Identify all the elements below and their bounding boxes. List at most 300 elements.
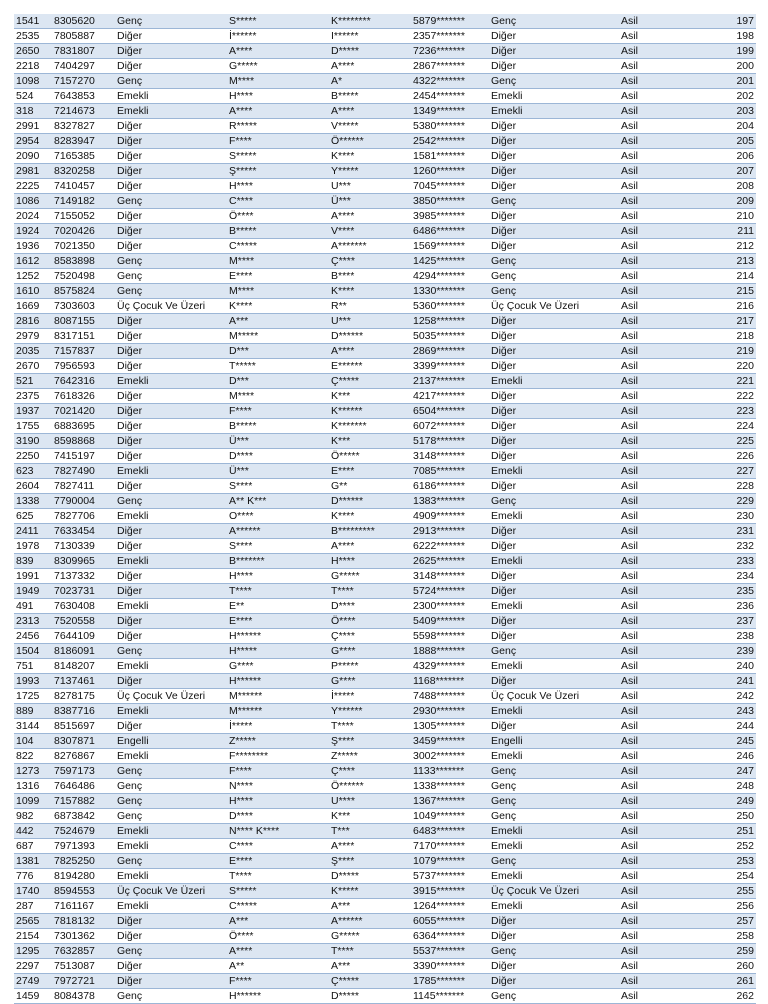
entry-no-cell: 1099 (14, 794, 52, 809)
first-name-cell: G***** (227, 59, 329, 74)
application-no-cell: 7157882 (52, 794, 115, 809)
last-name-cell: D****** (329, 494, 411, 509)
status-cell: Asil (619, 164, 679, 179)
first-name-cell: C**** (227, 839, 329, 854)
table-row (14, 869, 756, 884)
entry-no-cell: 1978 (14, 539, 52, 554)
quota-group-cell: Diğer (489, 329, 619, 344)
order-no-cell: 220 (679, 359, 756, 374)
last-name-cell: D**** (329, 599, 411, 614)
first-name-cell: S**** (227, 479, 329, 494)
first-name-cell: F**** (227, 404, 329, 419)
entry-no-cell: 2456 (14, 629, 52, 644)
quota-group-cell: Diğer (489, 389, 619, 404)
category-cell: Emekli (115, 599, 227, 614)
status-cell: Asil (619, 644, 679, 659)
status-cell: Asil (619, 359, 679, 374)
entry-no-cell: 1755 (14, 419, 52, 434)
quota-group-cell: Diğer (489, 179, 619, 194)
category-cell: Diğer (115, 719, 227, 734)
application-no-cell: 7630408 (52, 599, 115, 614)
first-name-cell: M****** (227, 704, 329, 719)
quota-group-cell: Üç Çocuk Ve Üzeri (489, 299, 619, 314)
application-no-cell: 8276867 (52, 749, 115, 764)
last-name-cell: Ç***** (329, 974, 411, 989)
last-name-cell: D****** (329, 329, 411, 344)
entry-no-cell: 2218 (14, 59, 52, 74)
category-cell: Diğer (115, 389, 227, 404)
first-name-cell: Ö**** (227, 929, 329, 944)
application-no-cell: 8186091 (52, 644, 115, 659)
status-cell: Asil (619, 269, 679, 284)
quota-group-cell: Diğer (489, 914, 619, 929)
id-number-cell: 6504******* (411, 404, 489, 419)
id-number-cell: 7170******* (411, 839, 489, 854)
table-body (14, 14, 756, 1004)
id-number-cell: 6364******* (411, 929, 489, 944)
last-name-cell: A*** (329, 959, 411, 974)
table-row (14, 659, 756, 674)
last-name-cell: Ö****** (329, 779, 411, 794)
order-no-cell: 239 (679, 644, 756, 659)
table-row (14, 179, 756, 194)
first-name-cell: M****** (227, 689, 329, 704)
order-no-cell: 229 (679, 494, 756, 509)
status-cell: Asil (619, 989, 679, 1004)
last-name-cell: D***** (329, 869, 411, 884)
category-cell: Diğer (115, 479, 227, 494)
status-cell: Asil (619, 14, 679, 29)
last-name-cell: K*** (329, 434, 411, 449)
first-name-cell: H****** (227, 674, 329, 689)
entry-no-cell: 2154 (14, 929, 52, 944)
order-no-cell: 213 (679, 254, 756, 269)
order-no-cell: 245 (679, 734, 756, 749)
first-name-cell: H**** (227, 179, 329, 194)
id-number-cell: 1330******* (411, 284, 489, 299)
status-cell: Asil (619, 314, 679, 329)
order-no-cell: 241 (679, 674, 756, 689)
status-cell: Asil (619, 329, 679, 344)
status-cell: Asil (619, 344, 679, 359)
id-number-cell: 2913******* (411, 524, 489, 539)
order-no-cell: 249 (679, 794, 756, 809)
application-no-cell: 7137461 (52, 674, 115, 689)
order-no-cell: 212 (679, 239, 756, 254)
id-number-cell: 5360******* (411, 299, 489, 314)
first-name-cell: A****** (227, 524, 329, 539)
entry-no-cell: 287 (14, 899, 52, 914)
quota-group-cell: Diğer (489, 44, 619, 59)
category-cell: Genç (115, 14, 227, 29)
application-no-cell: 7632857 (52, 944, 115, 959)
last-name-cell: A**** (329, 59, 411, 74)
category-cell: Üç Çocuk Ve Üzeri (115, 884, 227, 899)
id-number-cell: 2625******* (411, 554, 489, 569)
table-row (14, 404, 756, 419)
id-number-cell: 5598******* (411, 629, 489, 644)
order-no-cell: 235 (679, 584, 756, 599)
id-number-cell: 1079******* (411, 854, 489, 869)
category-cell: Diğer (115, 914, 227, 929)
entry-no-cell: 2250 (14, 449, 52, 464)
entry-no-cell: 2411 (14, 524, 52, 539)
entry-no-cell: 776 (14, 869, 52, 884)
last-name-cell: İ***** (329, 689, 411, 704)
status-cell: Asil (619, 689, 679, 704)
order-no-cell: 256 (679, 899, 756, 914)
first-name-cell: D*** (227, 374, 329, 389)
table-row (14, 719, 756, 734)
entry-no-cell: 2816 (14, 314, 52, 329)
application-no-cell: 7597173 (52, 764, 115, 779)
order-no-cell: 210 (679, 209, 756, 224)
application-no-cell: 7646486 (52, 779, 115, 794)
category-cell: Engelli (115, 734, 227, 749)
table-row (14, 59, 756, 74)
table-row (14, 674, 756, 689)
category-cell: Genç (115, 764, 227, 779)
quota-group-cell: Diğer (489, 59, 619, 74)
first-name-cell: E**** (227, 854, 329, 869)
category-cell: Diğer (115, 539, 227, 554)
quota-group-cell: Diğer (489, 539, 619, 554)
order-no-cell: 225 (679, 434, 756, 449)
order-no-cell: 211 (679, 224, 756, 239)
first-name-cell: D**** (227, 809, 329, 824)
order-no-cell: 214 (679, 269, 756, 284)
category-cell: Üç Çocuk Ve Üzeri (115, 689, 227, 704)
first-name-cell: Ü*** (227, 464, 329, 479)
quota-group-cell: Diğer (489, 119, 619, 134)
id-number-cell: 1133******* (411, 764, 489, 779)
category-cell: Diğer (115, 629, 227, 644)
category-cell: Diğer (115, 359, 227, 374)
status-cell: Asil (619, 134, 679, 149)
order-no-cell: 209 (679, 194, 756, 209)
table-row (14, 929, 756, 944)
first-name-cell: D*** (227, 344, 329, 359)
first-name-cell: E**** (227, 269, 329, 284)
category-cell: Emekli (115, 374, 227, 389)
last-name-cell: Ç***** (329, 374, 411, 389)
quota-group-cell: Genç (489, 989, 619, 1004)
entry-no-cell: 2749 (14, 974, 52, 989)
table-row (14, 689, 756, 704)
status-cell: Asil (619, 794, 679, 809)
entry-no-cell: 1098 (14, 74, 52, 89)
table-row (14, 269, 756, 284)
last-name-cell: R** (329, 299, 411, 314)
id-number-cell: 5409******* (411, 614, 489, 629)
category-cell: Emekli (115, 839, 227, 854)
entry-no-cell: 2604 (14, 479, 52, 494)
first-name-cell: A**** (227, 104, 329, 119)
first-name-cell: A**** (227, 44, 329, 59)
first-name-cell: A** (227, 959, 329, 974)
quota-group-cell: Genç (489, 854, 619, 869)
table-row (14, 959, 756, 974)
first-name-cell: H***** (227, 644, 329, 659)
application-no-cell: 7214673 (52, 104, 115, 119)
id-number-cell: 4294******* (411, 269, 489, 284)
quota-group-cell: Emekli (489, 89, 619, 104)
application-no-cell: 8598868 (52, 434, 115, 449)
order-no-cell: 242 (679, 689, 756, 704)
entry-no-cell: 104 (14, 734, 52, 749)
quota-group-cell: Diğer (489, 434, 619, 449)
application-no-cell: 7790004 (52, 494, 115, 509)
category-cell: Genç (115, 794, 227, 809)
table-row (14, 299, 756, 314)
category-cell: Diğer (115, 329, 227, 344)
first-name-cell: A*** (227, 314, 329, 329)
last-name-cell: A* (329, 74, 411, 89)
order-no-cell: 236 (679, 599, 756, 614)
quota-group-cell: Diğer (489, 209, 619, 224)
entry-no-cell: 2035 (14, 344, 52, 359)
category-cell: Diğer (115, 974, 227, 989)
last-name-cell: D***** (329, 44, 411, 59)
quota-group-cell: Diğer (489, 239, 619, 254)
category-cell: Diğer (115, 614, 227, 629)
quota-group-cell: Diğer (489, 344, 619, 359)
id-number-cell: 7045******* (411, 179, 489, 194)
entry-no-cell: 1338 (14, 494, 52, 509)
status-cell: Asil (619, 659, 679, 674)
entry-no-cell: 625 (14, 509, 52, 524)
status-cell: Asil (619, 929, 679, 944)
entry-no-cell: 2313 (14, 614, 52, 629)
table-row (14, 164, 756, 179)
category-cell: Diğer (115, 44, 227, 59)
application-no-cell: 8278175 (52, 689, 115, 704)
first-name-cell: H****** (227, 989, 329, 1004)
first-name-cell: S**** (227, 539, 329, 554)
table-row (14, 974, 756, 989)
category-cell: Emekli (115, 104, 227, 119)
quota-group-cell: Genç (489, 269, 619, 284)
first-name-cell: M**** (227, 389, 329, 404)
quota-group-cell: Diğer (489, 614, 619, 629)
table-row (14, 779, 756, 794)
first-name-cell: M**** (227, 74, 329, 89)
last-name-cell: A*** (329, 899, 411, 914)
order-no-cell: 259 (679, 944, 756, 959)
entry-no-cell: 2991 (14, 119, 52, 134)
quota-group-cell: Diğer (489, 479, 619, 494)
status-cell: Asil (619, 449, 679, 464)
status-cell: Asil (619, 914, 679, 929)
category-cell: Genç (115, 254, 227, 269)
id-number-cell: 6055******* (411, 914, 489, 929)
id-number-cell: 6186******* (411, 479, 489, 494)
last-name-cell: Z***** (329, 749, 411, 764)
table-row (14, 839, 756, 854)
id-number-cell: 3459******* (411, 734, 489, 749)
application-no-cell: 8194280 (52, 869, 115, 884)
entry-no-cell: 1086 (14, 194, 52, 209)
status-cell: Asil (619, 479, 679, 494)
status-cell: Asil (619, 809, 679, 824)
status-cell: Asil (619, 404, 679, 419)
status-cell: Asil (619, 569, 679, 584)
category-cell: Genç (115, 809, 227, 824)
order-no-cell: 255 (679, 884, 756, 899)
table-row (14, 704, 756, 719)
status-cell: Asil (619, 284, 679, 299)
id-number-cell: 1425******* (411, 254, 489, 269)
table-row (14, 629, 756, 644)
last-name-cell: T*** (329, 824, 411, 839)
quota-group-cell: Emekli (489, 464, 619, 479)
first-name-cell: F**** (227, 974, 329, 989)
last-name-cell: Ş**** (329, 734, 411, 749)
id-number-cell: 7488******* (411, 689, 489, 704)
last-name-cell: G***** (329, 929, 411, 944)
entry-no-cell: 1669 (14, 299, 52, 314)
status-cell: Asil (619, 434, 679, 449)
quota-group-cell: Diğer (489, 134, 619, 149)
application-no-cell: 7155052 (52, 209, 115, 224)
application-no-cell: 6883695 (52, 419, 115, 434)
application-no-cell: 7618326 (52, 389, 115, 404)
last-name-cell: G** (329, 479, 411, 494)
last-name-cell: K**** (329, 284, 411, 299)
table-row (14, 239, 756, 254)
order-no-cell: 243 (679, 704, 756, 719)
status-cell: Asil (619, 179, 679, 194)
application-no-cell: 8320258 (52, 164, 115, 179)
id-number-cell: 4217******* (411, 389, 489, 404)
quota-group-cell: Genç (489, 494, 619, 509)
entry-no-cell: 2979 (14, 329, 52, 344)
table-row (14, 944, 756, 959)
first-name-cell: K**** (227, 299, 329, 314)
order-no-cell: 226 (679, 449, 756, 464)
entry-no-cell: 1924 (14, 224, 52, 239)
order-no-cell: 201 (679, 74, 756, 89)
entry-no-cell: 1936 (14, 239, 52, 254)
order-no-cell: 207 (679, 164, 756, 179)
application-no-cell: 7165385 (52, 149, 115, 164)
last-name-cell: E**** (329, 464, 411, 479)
order-no-cell: 244 (679, 719, 756, 734)
last-name-cell: A******* (329, 239, 411, 254)
first-name-cell: İ***** (227, 719, 329, 734)
status-cell: Asil (619, 509, 679, 524)
category-cell: Diğer (115, 209, 227, 224)
application-no-cell: 8583898 (52, 254, 115, 269)
quota-group-cell: Diğer (489, 584, 619, 599)
last-name-cell: G**** (329, 644, 411, 659)
id-number-cell: 4322******* (411, 74, 489, 89)
last-name-cell: A**** (329, 344, 411, 359)
category-cell: Diğer (115, 134, 227, 149)
entry-no-cell: 1610 (14, 284, 52, 299)
last-name-cell: T**** (329, 584, 411, 599)
first-name-cell: M**** (227, 284, 329, 299)
table-row (14, 149, 756, 164)
entry-no-cell: 2954 (14, 134, 52, 149)
order-no-cell: 234 (679, 569, 756, 584)
category-cell: Diğer (115, 434, 227, 449)
application-no-cell: 8515697 (52, 719, 115, 734)
table-row (14, 569, 756, 584)
order-no-cell: 253 (679, 854, 756, 869)
id-number-cell: 2542******* (411, 134, 489, 149)
category-cell: Genç (115, 74, 227, 89)
first-name-cell: S***** (227, 149, 329, 164)
order-no-cell: 250 (679, 809, 756, 824)
last-name-cell: D***** (329, 989, 411, 1004)
quota-group-cell: Diğer (489, 29, 619, 44)
id-number-cell: 3148******* (411, 569, 489, 584)
last-name-cell: B**** (329, 269, 411, 284)
first-name-cell: Ü*** (227, 434, 329, 449)
order-no-cell: 221 (679, 374, 756, 389)
quota-group-cell: Emekli (489, 374, 619, 389)
first-name-cell: F**** (227, 134, 329, 149)
table-row (14, 599, 756, 614)
quota-group-cell: Genç (489, 14, 619, 29)
status-cell: Asil (619, 614, 679, 629)
id-number-cell: 5380******* (411, 119, 489, 134)
order-no-cell: 202 (679, 89, 756, 104)
last-name-cell: Ö***** (329, 449, 411, 464)
status-cell: Asil (619, 239, 679, 254)
id-number-cell: 1888******* (411, 644, 489, 659)
id-number-cell: 3399******* (411, 359, 489, 374)
application-no-cell: 7956593 (52, 359, 115, 374)
last-name-cell: V**** (329, 224, 411, 239)
application-no-cell: 7157270 (52, 74, 115, 89)
entry-no-cell: 2535 (14, 29, 52, 44)
first-name-cell: O**** (227, 509, 329, 524)
category-cell: Diğer (115, 929, 227, 944)
first-name-cell: B***** (227, 224, 329, 239)
last-name-cell: A**** (329, 539, 411, 554)
status-cell: Asil (619, 374, 679, 389)
table-row (14, 809, 756, 824)
quota-group-cell: Emekli (489, 104, 619, 119)
status-cell: Asil (619, 419, 679, 434)
id-number-cell: 6486******* (411, 224, 489, 239)
order-no-cell: 199 (679, 44, 756, 59)
application-no-cell: 7520558 (52, 614, 115, 629)
order-no-cell: 232 (679, 539, 756, 554)
table-row (14, 254, 756, 269)
id-number-cell: 1581******* (411, 149, 489, 164)
quota-group-cell: Diğer (489, 719, 619, 734)
id-number-cell: 3915******* (411, 884, 489, 899)
id-number-cell: 5035******* (411, 329, 489, 344)
entry-no-cell: 318 (14, 104, 52, 119)
application-no-cell: 7642316 (52, 374, 115, 389)
quota-group-cell: Genç (489, 284, 619, 299)
last-name-cell: Ş**** (329, 854, 411, 869)
quota-group-cell: Diğer (489, 149, 619, 164)
entry-no-cell: 2375 (14, 389, 52, 404)
application-no-cell: 7301362 (52, 929, 115, 944)
last-name-cell: G**** (329, 674, 411, 689)
table-row (14, 524, 756, 539)
category-cell: Diğer (115, 29, 227, 44)
application-no-cell: 8283947 (52, 134, 115, 149)
status-cell: Asil (619, 44, 679, 59)
table-row (14, 614, 756, 629)
id-number-cell: 3390******* (411, 959, 489, 974)
